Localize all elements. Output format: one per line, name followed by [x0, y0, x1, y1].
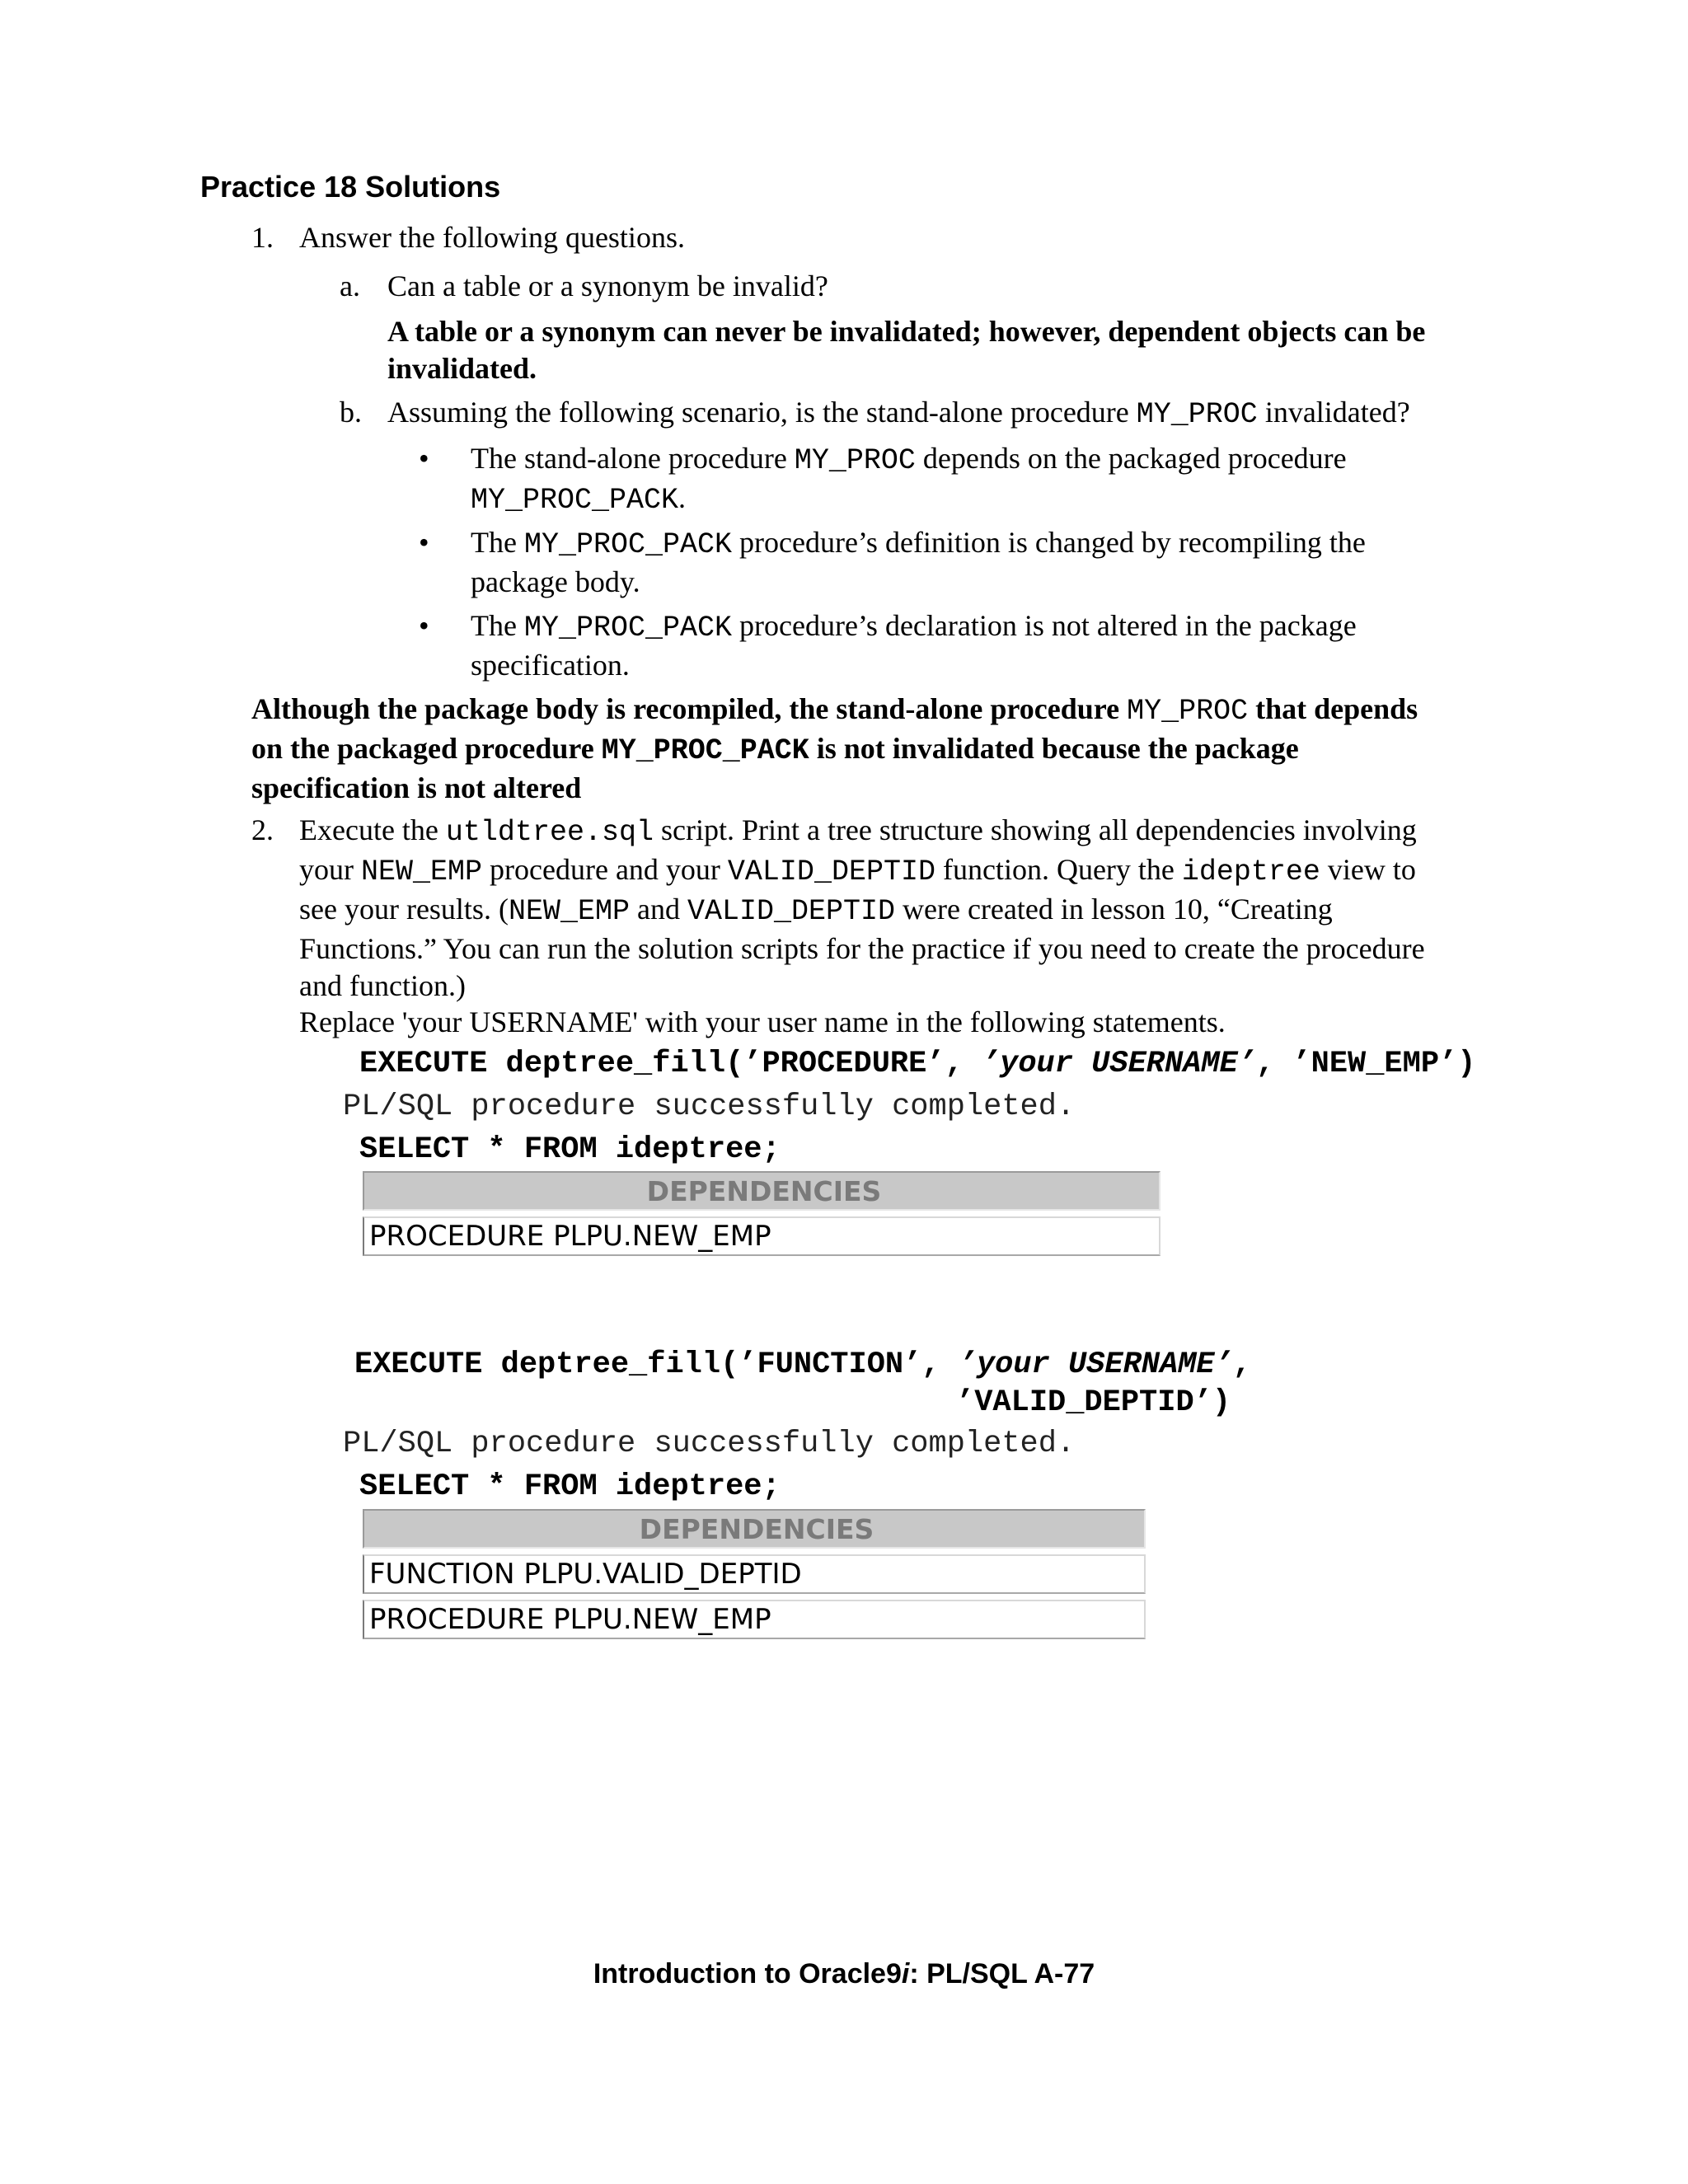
dependencies-table	[363, 1165, 1160, 1262]
table-cell: FUNCTION PLPU.VALID_DEPTID	[363, 1554, 1146, 1594]
code-ideptree: ideptree	[1181, 855, 1320, 888]
item-a-answer-line: invalidated.	[387, 352, 537, 385]
bullet-text: The	[471, 526, 524, 559]
q2-text: see your results. (	[299, 893, 509, 926]
result-message: PL/SQL procedure successfully completed.	[343, 1090, 1076, 1124]
q2-text: view to	[1320, 853, 1416, 886]
footer-text: Introduction to Oracle9	[593, 1958, 902, 1990]
question-2-text	[299, 812, 1425, 1005]
question-1-number: 1.	[251, 221, 274, 254]
execute-statement-continuation: ’VALID_DEPTID’)	[956, 1385, 1231, 1420]
code-my-proc-pack: MY_PROC_PACK	[523, 528, 733, 561]
code-text: EXECUTE deptree_fill(’PROCEDURE’,	[359, 1047, 982, 1081]
question-1-text: Answer the following questions.	[299, 221, 685, 254]
code-my-proc: MY_PROC	[1127, 695, 1249, 728]
conclusion-text: specification is not altered	[251, 771, 582, 804]
bullet-text: specification.	[471, 649, 630, 682]
execute-statement	[359, 1045, 1475, 1083]
execute-statement	[354, 1346, 1251, 1384]
code-my-proc: MY_PROC	[794, 444, 916, 477]
bullet-marker: •	[419, 609, 429, 642]
code-valid-deptid: VALID_DEPTID	[687, 895, 895, 928]
q2-text: your	[299, 853, 361, 886]
bullet-text: The stand-alone procedure	[471, 442, 795, 475]
q2-text: Functions.” You can run the solution scripts for the practice if you need to create the procedure	[299, 932, 1425, 965]
q2-text: were created in lesson 10, “Creating	[895, 893, 1333, 926]
replace-instruction: Replace 'your USERNAME' with your user name in the following statements.	[299, 1005, 1226, 1038]
q2-text: and function.)	[299, 969, 466, 1002]
select-statement: SELECT * FROM ideptree;	[359, 1469, 781, 1504]
bullet-marker: •	[419, 442, 429, 475]
item-a-answer-line: A table or a synonym can never be invalidated; however, dependent objects can be	[387, 315, 1426, 348]
table-cell: PROCEDURE PLPU.NEW_EMP	[363, 1600, 1146, 1639]
conclusion-text: is not invalidated because the package	[809, 732, 1299, 765]
q2-text: Execute the	[299, 813, 446, 846]
code-new-emp: NEW_EMP	[508, 895, 630, 928]
page-footer	[0, 1958, 1688, 1990]
item-a-question: Can a table or a synonym be invalid?	[387, 269, 828, 302]
footer-text: : PL/SQL A-77	[909, 1958, 1095, 1990]
page-title: Practice 18 Solutions	[200, 170, 501, 204]
table-row	[363, 1600, 1146, 1639]
footer-text: i	[901, 1958, 910, 1990]
item-b-text: invalidated?	[1257, 396, 1410, 429]
q1-conclusion	[251, 691, 1418, 807]
conclusion-text: Although the package body is recompiled, the stand-alone procedure	[251, 692, 1128, 725]
code-my-proc-pack: MY_PROC_PACK	[601, 734, 809, 767]
select-statement: SELECT * FROM ideptree;	[359, 1132, 781, 1167]
username-placeholder: ’your USERNAME’	[958, 1347, 1233, 1382]
q2-text: function. Query the	[935, 853, 1182, 886]
bullet-item	[471, 524, 1366, 601]
item-a-label: a.	[340, 269, 360, 302]
bullet-item	[471, 440, 1347, 519]
code-my-proc: MY_PROC	[1136, 398, 1258, 431]
item-b-text: Assuming the following scenario, is the stand-alone procedure	[387, 396, 1137, 429]
dependencies-table	[363, 1503, 1146, 1645]
q2-text: procedure and your	[482, 853, 728, 886]
table-row	[363, 1216, 1160, 1256]
column-header: DEPENDENCIES	[363, 1171, 1160, 1211]
conclusion-text: on the packaged procedure	[251, 732, 602, 765]
q2-text: and	[629, 893, 687, 926]
code-new-emp: NEW_EMP	[361, 855, 483, 888]
table-row	[363, 1554, 1146, 1594]
bullet-text: .	[678, 481, 687, 514]
result-message: PL/SQL procedure successfully completed.	[343, 1427, 1076, 1461]
bullet-text: package body.	[471, 565, 640, 598]
table-cell: PROCEDURE PLPU.NEW_EMP	[363, 1216, 1160, 1256]
q2-text: script. Print a tree structure showing all dependencies involving	[653, 813, 1417, 846]
item-b-question	[387, 394, 1410, 434]
bullet-text: procedure’s definition is changed by recompiling the	[732, 526, 1366, 559]
username-placeholder: ’your USERNAME’	[981, 1047, 1256, 1081]
item-b-label: b.	[340, 396, 362, 429]
bullet-item	[471, 607, 1357, 684]
column-header: DEPENDENCIES	[363, 1509, 1146, 1549]
code-utldtree: utldtree.sql	[445, 816, 654, 849]
code-text: ,	[1232, 1347, 1252, 1382]
code-my-proc-pack: MY_PROC_PACK	[471, 484, 679, 517]
bullet-text: The	[471, 609, 524, 642]
bullet-text: procedure’s declaration is not altered in the package	[732, 609, 1357, 642]
question-2-number: 2.	[251, 813, 274, 846]
conclusion-text: that depends	[1248, 692, 1418, 725]
bullet-text: depends on the packaged procedure	[915, 442, 1347, 475]
code-my-proc-pack: MY_PROC_PACK	[523, 612, 733, 644]
code-valid-deptid: VALID_DEPTID	[727, 855, 935, 888]
item-a-answer	[387, 313, 1425, 387]
bullet-marker: •	[419, 526, 429, 559]
code-text: EXECUTE deptree_fill(’FUNCTION’,	[354, 1347, 959, 1382]
code-text: , ’NEW_EMP’)	[1256, 1047, 1476, 1081]
